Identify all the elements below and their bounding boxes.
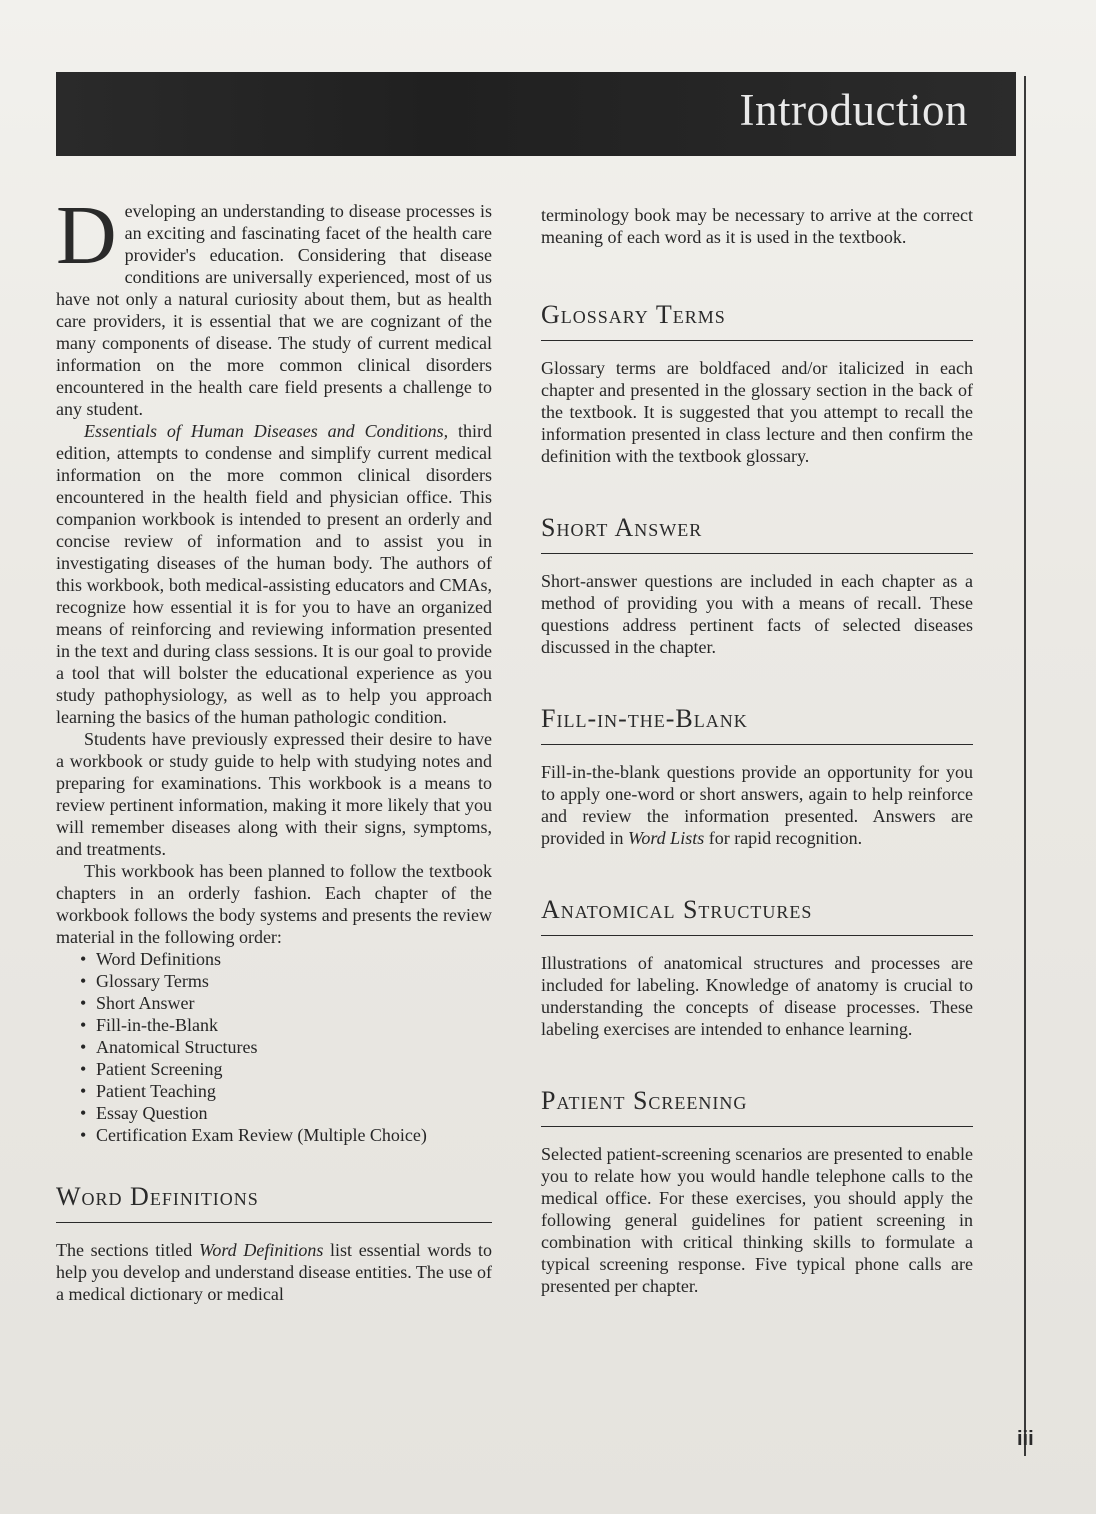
list-item: • Essay Question [84,1102,492,1124]
section-heading-word-definitions: Word Definitions [56,1182,492,1223]
intro-paragraph-1: Developing an understanding to disease processes is an exciting and fascinating facet of the health care provider's education. Considering that disease conditions are universally experienced, most of us have not only a natural curiosity about them, but as health care providers, it is essential that we are cognizant of the many components of disease. The study of current medical information on the more common clinical disorders encountered in the health care field presents a challenge to any student. [56,189,492,419]
chapter-title: Introduction [739,85,968,135]
intro-paragraph-4: This workbook has been planned to follow the textbook chapters in an orderly fashion. Each chapter of the workbook follows the body systems and presents the review material in the following order: [56,861,492,947]
anatomical-structures-body: Illustrations of anatomical structures and processes are included for labeling. Knowledge of anatomy is crucial to understanding the concepts of disease processes. These labeling exercises are intended to enhance learning. [541,953,973,1039]
patient-screening-body: Selected patient-screening scenarios are presented to enable you to relate how you would handle telephone calls to the medical office. For these exercises, you should apply the following general guidelines for patient screening in combination with critical thinking skills to formulate a typical screening response. Five typical phone calls are presented per chapter. [541,1144,973,1296]
right-column [541,200,973,1297]
section-heading-fill-in-the-blank: Fill-in-the-Blank [541,704,973,745]
drop-cap: D [56,189,117,282]
chapter-header-bar [56,72,1016,156]
word-definitions-body: The sections titled Word Definitions list essential words to help you develop and understand disease entities. The use of a medical dictionary or medical [56,1240,493,1304]
section-heading-short-answer: Short Answer [541,513,973,554]
list-item: • Patient Screening [84,1058,492,1080]
section-heading-anatomical-structures: Anatomical Structures [541,895,973,936]
list-item: • Fill-in-the-Blank [84,1014,492,1036]
list-item: • Patient Teaching [84,1080,492,1102]
intro-paragraph-2: Essentials of Human Diseases and Conditions, third edition, attempts to condense and simplify current medical information on the more common clinical disorders encountered in the health field and physician office. This companion workbook is intended to present an orderly and concise review of information and to assist you in investigating diseases of the human body. The authors of this workbook, both medical-assisting educators and CMAs, recognize how essential it is for you to have an organized means of reinforcing and reviewing information presented in the text and during class sessions. It is our goal to provide a tool that will bolster the educational experience as you study pathophysiology, as well as to help you approach learning the basics of the human pathologic condition. [56,421,492,727]
list-item: • Anatomical Structures [84,1036,492,1058]
intro-paragraph-3: Students have previously expressed their desire to have a workbook or study guide to help with studying notes and preparing for examinations. This workbook is a means to review pertinent information, making it more likely that you will remember diseases along with their signs, symptoms, and treatments. [56,729,492,859]
fill-in-the-blank-body: Fill-in-the-blank questions provide an opportunity for you to apply one-word or short answers, again to help reinforce and review the information presented. Answers are provided in Word Lists for rapid recognition. [541,762,973,848]
word-definitions-continued: terminology book may be necessary to arrive at the correct meaning of each word as it is used in the textbook. [541,205,973,247]
textbook-title: Essentials of Human Diseases and Conditions, [84,421,449,441]
section-heading-glossary-terms: Glossary Terms [541,300,973,341]
list-item: • Word Definitions [84,948,492,970]
review-order-list [56,948,492,1146]
glossary-terms-body: Glossary terms are boldfaced and/or italicized in each chapter and presented in the glossary section in the back of the textbook. It is suggested that you attempt to recall the information presented in class lecture and then confirm the definition with the textbook glossary. [541,358,973,466]
list-item: • Glossary Terms [84,970,492,992]
list-item: • Certification Exam Review (Multiple Choice) [84,1124,492,1146]
left-column [56,189,493,1305]
short-answer-body: Short-answer questions are included in each chapter as a method of providing you with a means of recall. These questions address pertinent facts of selected diseases discussed in the chapter. [541,571,973,657]
page-number: iii [1017,1428,1034,1450]
section-heading-patient-screening: Patient Screening [541,1086,973,1127]
margin-rule [1024,76,1026,1456]
list-item: • Short Answer [84,992,492,1014]
